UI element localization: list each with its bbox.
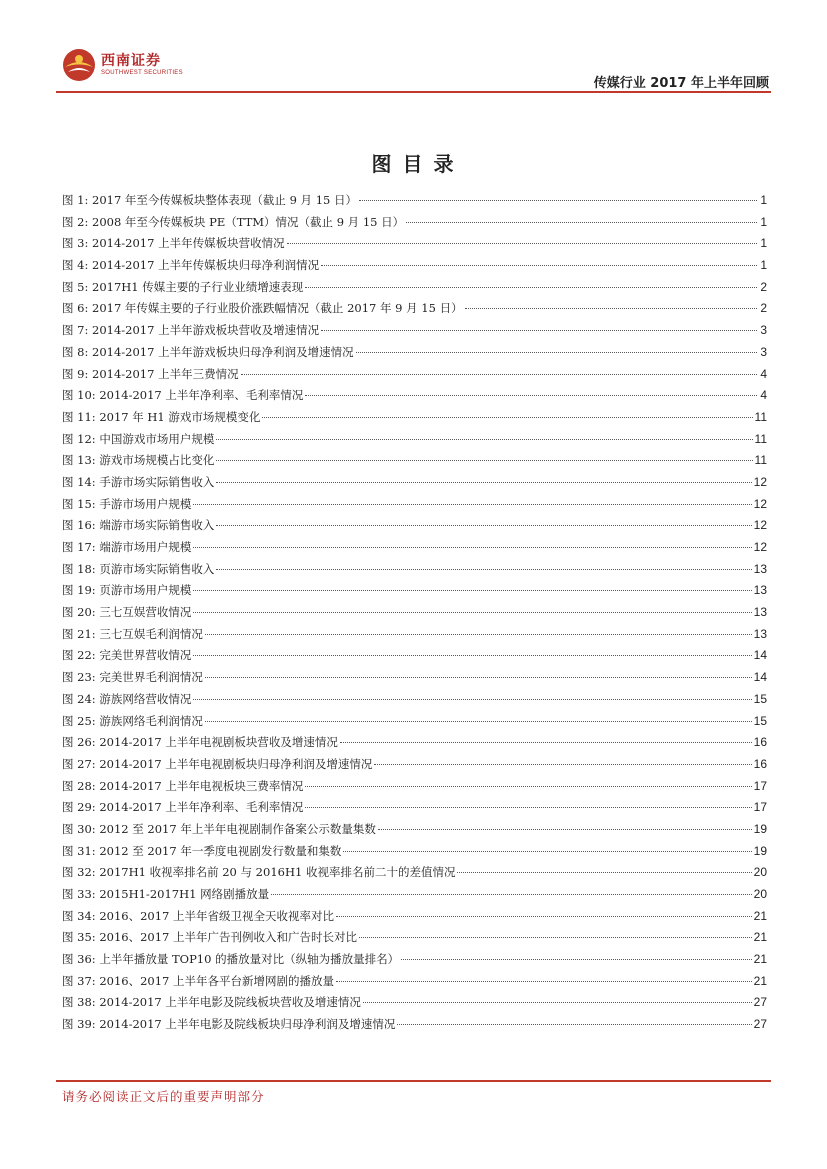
toc-leader-dots <box>397 1023 751 1025</box>
toc-entry[interactable] <box>62 387 767 409</box>
toc-entry[interactable] <box>62 409 767 431</box>
toc-leader-dots <box>305 286 757 288</box>
toc-leader-dots <box>305 394 757 396</box>
toc-leader-dots <box>271 893 752 895</box>
toc-leader-dots <box>465 307 757 309</box>
toc-leader-dots <box>305 785 751 787</box>
toc-entry[interactable] <box>62 431 767 453</box>
toc-entry-label: 图 38: 2014-2017 上半年电影及院线板块营收及增速情况 <box>62 995 361 1010</box>
toc-entry-label: 图 39: 2014-2017 上半年电影及院线板块归母净利润及增速情况 <box>62 1017 396 1032</box>
toc-entry[interactable] <box>62 279 767 301</box>
toc-entry[interactable] <box>62 300 767 322</box>
toc-entry[interactable] <box>62 496 767 518</box>
toc-entry[interactable] <box>62 669 767 691</box>
toc-entry-page: 1 <box>760 214 767 229</box>
toc-entry[interactable] <box>62 843 767 865</box>
toc-entry-page: 20 <box>753 887 767 901</box>
toc-entry-page: 14 <box>753 670 767 685</box>
header-divider <box>56 91 771 93</box>
toc-entry-page: 13 <box>753 583 767 598</box>
toc-entry-page: 27 <box>753 995 767 1010</box>
toc-entry[interactable] <box>62 994 767 1016</box>
toc-entry-label: 图 27: 2014-2017 上半年电视剧板块归母净利润及增速情况 <box>62 756 373 771</box>
toc-leader-dots <box>241 373 757 375</box>
toc-entry[interactable] <box>62 821 767 843</box>
toc-entry-page: 1 <box>760 193 767 207</box>
toc-entry-label: 图 12: 中国游戏市场用户规模 <box>62 431 215 446</box>
toc-entry-page: 12 <box>753 496 767 511</box>
toc-leader-dots <box>193 503 751 505</box>
toc-entry[interactable] <box>62 517 767 539</box>
toc-entry-page: 3 <box>760 323 767 338</box>
toc-entry-label: 图 33: 2015H1-2017H1 网络剧播放量 <box>62 887 270 901</box>
toc-entry[interactable] <box>62 908 767 930</box>
logo-chinese-name: 西南证券 <box>101 53 161 69</box>
logo-emblem-icon <box>62 48 96 82</box>
toc-entry-page: 17 <box>753 778 767 793</box>
toc-entry-page: 21 <box>753 973 767 988</box>
toc-entry-label: 图 6: 2017 年传媒主要的子行业股价涨跌幅情况（截止 2017 年 9 月 15 日） <box>62 301 463 316</box>
toc-entry-label: 图 35: 2016、2017 上半年广告刊例收入和广告时长对比 <box>62 930 358 945</box>
toc-entry-label: 图 24: 游族网络营收情况 <box>62 691 192 706</box>
disclaimer-note: 请务必阅读正文后的重要声明部分 <box>62 1089 265 1104</box>
toc-entry-page: 21 <box>753 930 767 945</box>
toc-leader-dots <box>205 720 752 722</box>
toc-entry-label: 图 1: 2017 年至今传媒板块整体表现（截止 9 月 15 日） <box>62 193 357 207</box>
toc-entry-page: 16 <box>753 735 767 750</box>
toc-entry[interactable] <box>62 192 767 214</box>
toc-entry[interactable] <box>62 691 767 713</box>
toc-entry-label: 图 13: 游戏市场规模占比变化 <box>62 453 215 468</box>
toc-entry-label: 图 17: 端游市场用户规模 <box>62 540 192 554</box>
toc-entry[interactable] <box>62 864 767 886</box>
page-title: 图 目 录 <box>371 152 456 176</box>
toc-entry-page: 21 <box>753 952 767 967</box>
toc-entry-page: 15 <box>753 691 767 706</box>
toc-entry[interactable] <box>62 366 767 388</box>
toc-leader-dots <box>216 524 751 526</box>
toc-entry-label: 图 15: 手游市场用户规模 <box>62 496 192 511</box>
toc-entry-page: 13 <box>753 605 767 620</box>
toc-entry[interactable] <box>62 257 767 279</box>
toc-entry-label: 图 25: 游族网络毛利润情况 <box>62 713 203 728</box>
toc-leader-dots <box>336 915 752 917</box>
toc-entry[interactable] <box>62 778 767 800</box>
logo-english-name: SOUTHWEST SECURITIES <box>101 70 183 76</box>
toc-leader-dots <box>356 351 757 353</box>
toc-entry-label: 图 23: 完美世界毛利润情况 <box>62 670 203 685</box>
toc-entry-label: 图 21: 三七互娱毛利润情况 <box>62 626 203 641</box>
toc-entry-label: 图 20: 三七互娱营收情况 <box>62 605 192 620</box>
toc-entry-page: 17 <box>753 800 767 815</box>
toc-entry-label: 图 8: 2014-2017 上半年游戏板块归母净利润及增速情况 <box>62 344 354 359</box>
toc-leader-dots <box>193 589 751 591</box>
toc-leader-dots <box>359 199 757 201</box>
toc-entry-page: 11 <box>754 431 767 446</box>
toc-entry-label: 图 32: 2017H1 收视率排名前 20 与 2016H1 收视率排名前二十的差值情况 <box>62 865 456 880</box>
toc-leader-dots <box>193 611 751 613</box>
toc-entry-page: 11 <box>754 409 767 424</box>
toc-entry-page: 19 <box>753 821 767 836</box>
toc-entry-label: 图 10: 2014-2017 上半年净利率、毛利率情况 <box>62 388 304 403</box>
toc-entry[interactable] <box>62 561 767 583</box>
toc-entry[interactable] <box>62 1016 767 1038</box>
toc-entry-label: 图 30: 2012 至 2017 年上半年电视剧制作备案公示数量集数 <box>62 821 376 836</box>
toc-entry[interactable] <box>62 214 767 236</box>
toc-entry-label: 图 28: 2014-2017 上半年电视板块三费率情况 <box>62 778 304 793</box>
toc-leader-dots <box>262 416 752 418</box>
toc-entry-label: 图 11: 2017 年 H1 游戏市场规模变化 <box>62 409 261 424</box>
toc-entry-label: 图 2: 2008 年至今传媒板块 PE（TTM）情况（截止 9 月 15 日） <box>62 214 405 229</box>
toc-leader-dots <box>340 741 752 743</box>
toc-entry-page: 1 <box>760 258 767 273</box>
toc-entry-label: 图 37: 2016、2017 上半年各平台新增网剧的播放量 <box>62 973 335 988</box>
toc-entry-page: 3 <box>760 344 767 359</box>
toc-entry-page: 2 <box>760 279 767 294</box>
toc-entry[interactable] <box>62 734 767 756</box>
toc-leader-dots <box>216 438 752 440</box>
toc-entry-page: 12 <box>753 474 767 489</box>
toc-leader-dots <box>216 459 752 461</box>
toc-entry-page: 2 <box>760 301 767 316</box>
toc-leader-dots <box>343 850 751 852</box>
toc-entry-label: 图 22: 完美世界营收情况 <box>62 648 192 663</box>
toc-entry-label: 图 5: 2017H1 传媒主要的子行业业绩增速表现 <box>62 279 304 294</box>
toc-leader-dots <box>321 329 757 331</box>
toc-entry-label: 图 19: 页游市场用户规模 <box>62 583 192 598</box>
toc-entry-page: 13 <box>753 626 767 641</box>
footer-divider <box>56 1080 771 1082</box>
toc-entry-page: 4 <box>760 366 767 381</box>
toc-entry-label: 图 3: 2014-2017 上半年传媒板块营收情况 <box>62 236 285 251</box>
toc-leader-dots <box>378 828 752 830</box>
toc-entry-page: 13 <box>753 561 767 576</box>
toc-entry-page: 16 <box>753 756 767 771</box>
toc-entry[interactable] <box>62 452 767 474</box>
toc-entry-label: 图 16: 端游市场实际销售收入 <box>62 518 215 533</box>
toc-entry[interactable] <box>62 929 767 951</box>
toc-entry-page: 1 <box>760 236 767 251</box>
table-of-figures <box>62 192 767 1038</box>
toc-entry[interactable] <box>62 344 767 366</box>
toc-leader-dots <box>193 546 751 548</box>
toc-entry[interactable] <box>62 322 767 344</box>
toc-entry[interactable] <box>62 951 767 973</box>
toc-entry-page: 15 <box>753 713 767 728</box>
toc-leader-dots <box>457 871 751 873</box>
toc-entry-label: 图 26: 2014-2017 上半年电视剧板块营收及增速情况 <box>62 735 338 750</box>
toc-leader-dots <box>216 568 751 570</box>
toc-entry-page: 27 <box>753 1017 767 1032</box>
toc-entry[interactable] <box>62 756 767 778</box>
toc-entry-label: 图 9: 2014-2017 上半年三费情况 <box>62 366 239 381</box>
toc-leader-dots <box>406 221 757 223</box>
toc-entry-label: 图 4: 2014-2017 上半年传媒板块归母净利润情况 <box>62 258 320 273</box>
toc-leader-dots <box>359 936 752 938</box>
toc-entry-page: 4 <box>760 388 767 403</box>
toc-leader-dots <box>193 698 751 700</box>
toc-entry-label: 图 36: 上半年播放量 TOP10 的播放量对比（纵轴为播放量排名） <box>62 952 400 967</box>
toc-entry-page: 20 <box>753 865 767 880</box>
toc-leader-dots <box>363 1001 752 1003</box>
toc-entry[interactable] <box>62 604 767 626</box>
toc-leader-dots <box>305 806 751 808</box>
toc-entry-page: 11 <box>754 453 767 468</box>
toc-entry-label: 图 29: 2014-2017 上半年净利率、毛利率情况 <box>62 800 304 815</box>
toc-entry-label: 图 14: 手游市场实际销售收入 <box>62 474 215 489</box>
report-title: 传媒行业 2017 年上半年回顾 <box>593 76 769 91</box>
toc-leader-dots <box>216 481 751 483</box>
toc-entry[interactable] <box>62 539 767 561</box>
toc-leader-dots <box>401 958 752 960</box>
toc-entry[interactable] <box>62 799 767 821</box>
toc-entry-page: 21 <box>753 908 767 923</box>
toc-entry[interactable] <box>62 626 767 648</box>
toc-entry[interactable] <box>62 973 767 995</box>
toc-leader-dots <box>336 980 752 982</box>
toc-entry-page: 12 <box>753 518 767 533</box>
toc-entry-label: 图 34: 2016、2017 上半年省级卫视全天收视率对比 <box>62 908 335 923</box>
toc-leader-dots <box>374 763 751 765</box>
toc-entry[interactable] <box>62 886 767 908</box>
toc-entry[interactable] <box>62 582 767 604</box>
toc-entry[interactable] <box>62 235 767 257</box>
toc-entry-page: 12 <box>753 540 767 554</box>
company-logo <box>62 48 183 82</box>
toc-leader-dots <box>205 676 752 678</box>
toc-entry-label: 图 31: 2012 至 2017 年一季度电视剧发行数量和集数 <box>62 843 342 858</box>
toc-leader-dots <box>205 633 752 635</box>
toc-leader-dots <box>193 654 751 656</box>
toc-entry[interactable] <box>62 474 767 496</box>
toc-leader-dots <box>321 264 757 266</box>
toc-entry-label: 图 7: 2014-2017 上半年游戏板块营收及增速情况 <box>62 323 320 338</box>
toc-entry[interactable] <box>62 713 767 735</box>
toc-entry-page: 19 <box>753 843 767 858</box>
toc-entry-label: 图 18: 页游市场实际销售收入 <box>62 561 215 576</box>
toc-entry-page: 14 <box>753 648 767 663</box>
toc-leader-dots <box>287 242 757 244</box>
toc-entry[interactable] <box>62 647 767 669</box>
